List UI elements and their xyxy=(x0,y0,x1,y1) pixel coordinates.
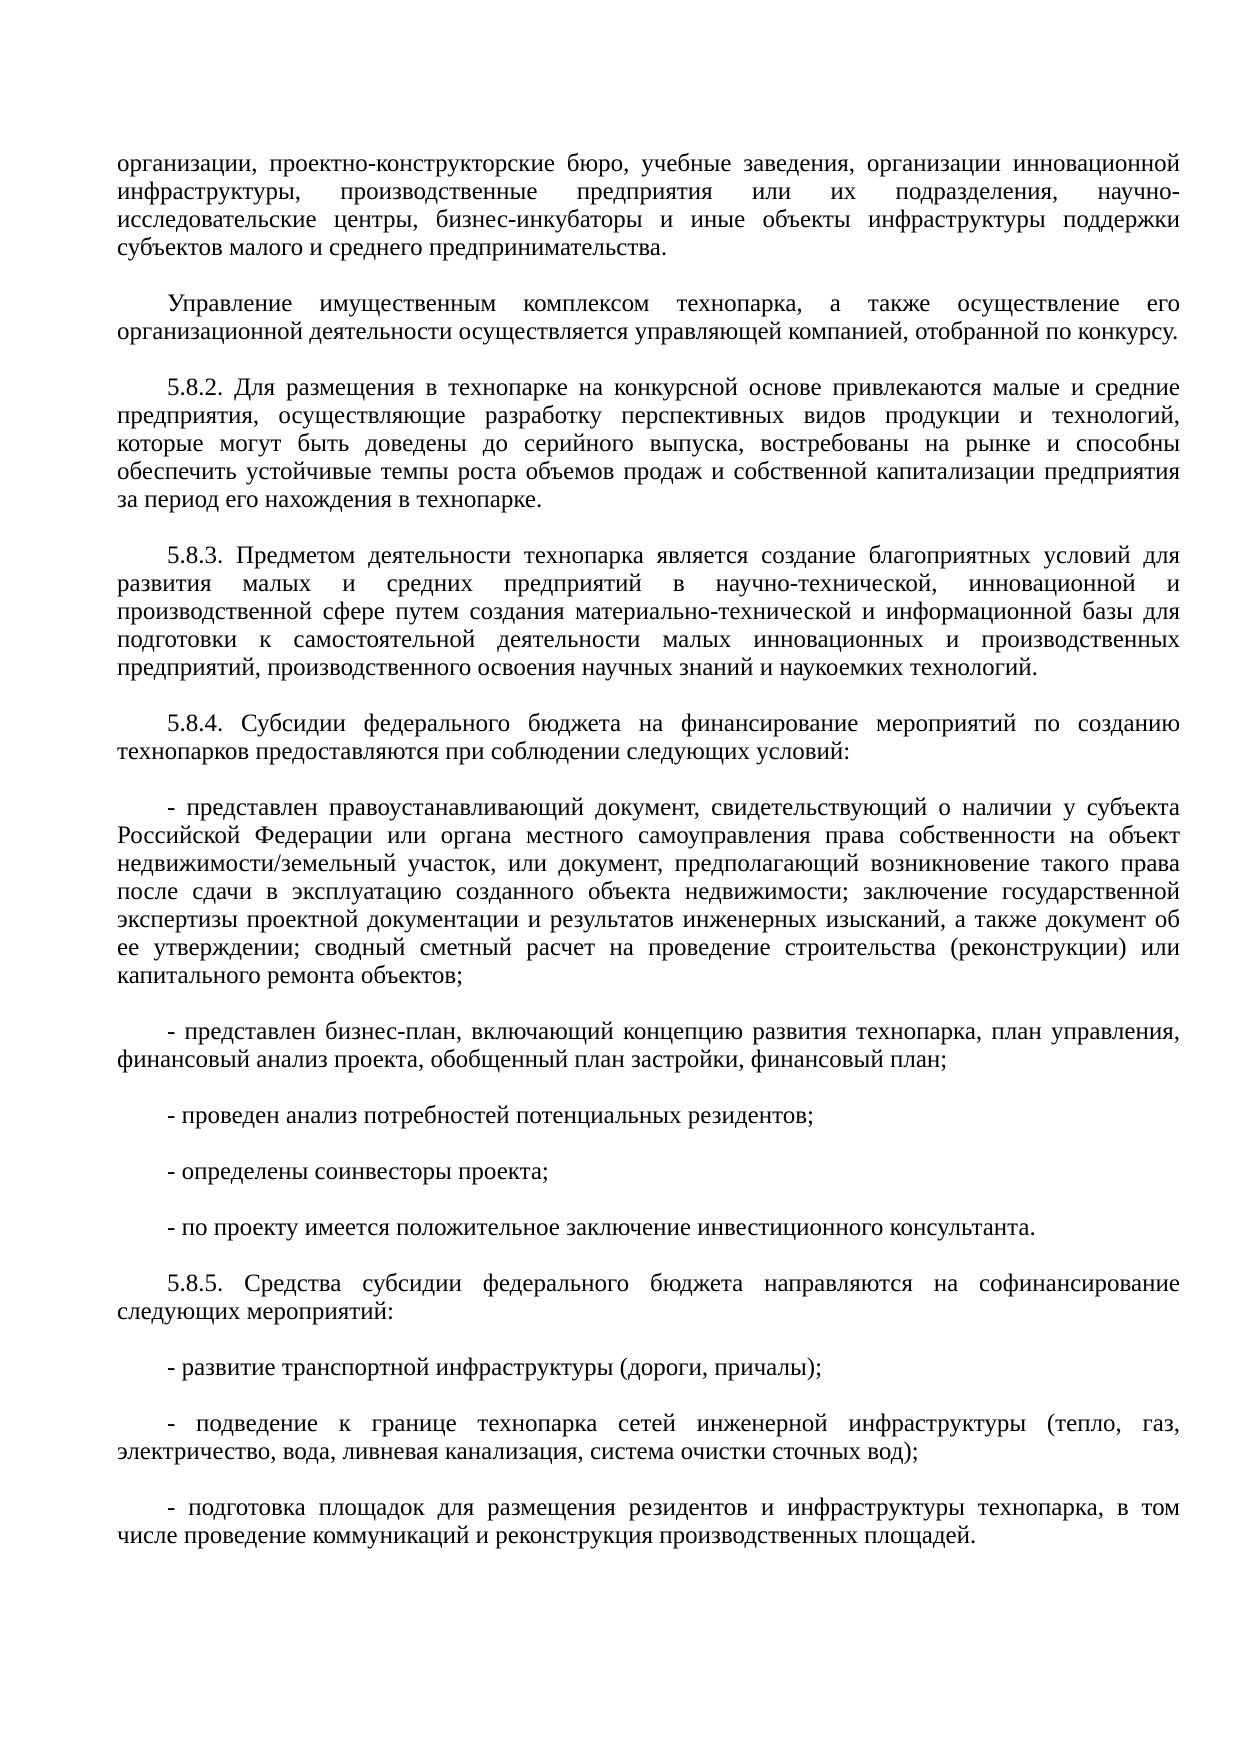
paragraph-clause-5-8-4: 5.8.4. Субсидии федерального бюджета на финансирование мероприятий по созданию технопарков предоставляются при соблюдении следующих условий: xyxy=(117,710,1180,765)
paragraph-management: Управление имущественным комплексом технопарка, а также осуществление его организационной деятельности осуществляется управляющей компанией, отобранной по конкурсу. xyxy=(117,290,1180,345)
paragraph-clause-5-8-2: 5.8.2. Для размещения в технопарке на конкурсной основе привлекаются малые и средние предприятия, осуществляющие разработку перспективных видов продукции и технологий, которые могут быть доведены до серийного выпуска, востребованы на рынке и способны обеспечить устойчивые темпы роста объемов продаж и собственной капитализации предприятия за период его нахождения в технопарке. xyxy=(117,374,1180,513)
list-item-engineering-networks: - подведение к границе технопарка сетей инженерной инфраструктуры (тепло, газ, электричество, вода, ливневая канализация, система очистки сточных вод); xyxy=(117,1410,1180,1465)
list-item-needs-analysis: - проведен анализ потребностей потенциальных резидентов; xyxy=(167,1102,814,1129)
list-item-title-document: - представлен правоустанавливающий документ, свидетельствующий о наличии у субъекта Российской Федерации или органа местного самоуправления права собственности на объект недвижимости/земельный участок, или документ, предполагающий возникновение такого права после сдачи в эксплуатацию созданного объекта недвижимости; заключение государственной экспертизы проектной документации и результатов инженерных изысканий, а также документ об ее утверждении; сводный сметный расчет на проведение строительства (реконструкции) или капитального ремонта объектов; xyxy=(117,794,1180,989)
list-item-transport-infrastructure: - развитие транспортной инфраструктуры (дороги, причалы); xyxy=(167,1354,823,1381)
list-item-site-preparation: - подготовка площадок для размещения резидентов и инфраструктуры технопарка, в том числе проведение коммуникаций и реконструкция производственных площадей. xyxy=(117,1494,1180,1549)
list-item-business-plan: - представлен бизнес-план, включающий концепцию развития технопарка, план управления, финансовый анализ проекта, обобщенный план застройки, финансовый план; xyxy=(117,1018,1180,1073)
document-body-text xyxy=(117,150,1180,1578)
paragraph-clause-5-8-5: 5.8.5. Средства субсидии федерального бюджета направляются на софинансирование следующих мероприятий: xyxy=(117,1270,1180,1325)
list-item-coinvestors: - определены соинвесторы проекта; xyxy=(167,1158,549,1185)
paragraph-clause-5-8-3: 5.8.3. Предметом деятельности технопарка является создание благоприятных условий для развития малых и средних предприятий в научно-технической, инновационной и производственной сфере путем создания материально-технической и информационной базы для подготовки к самостоятельной деятельности малых инновационных и производственных предприятий, производственного освоения научных знаний и наукоемких технологий. xyxy=(117,542,1180,681)
paragraph-continuation: организации, проектно-конструкторские бюро, учебные заведения, организации инновационной инфраструктуры, производственные предприятия или их подразделения, научно-исследовательские центры, бизнес-инкубаторы и иные объекты инфраструктуры поддержки субъектов малого и среднего предпринимательства. xyxy=(117,150,1180,261)
list-item-investment-consultant: - по проекту имеется положительное заключение инвестиционного консультанта. xyxy=(167,1214,1036,1241)
